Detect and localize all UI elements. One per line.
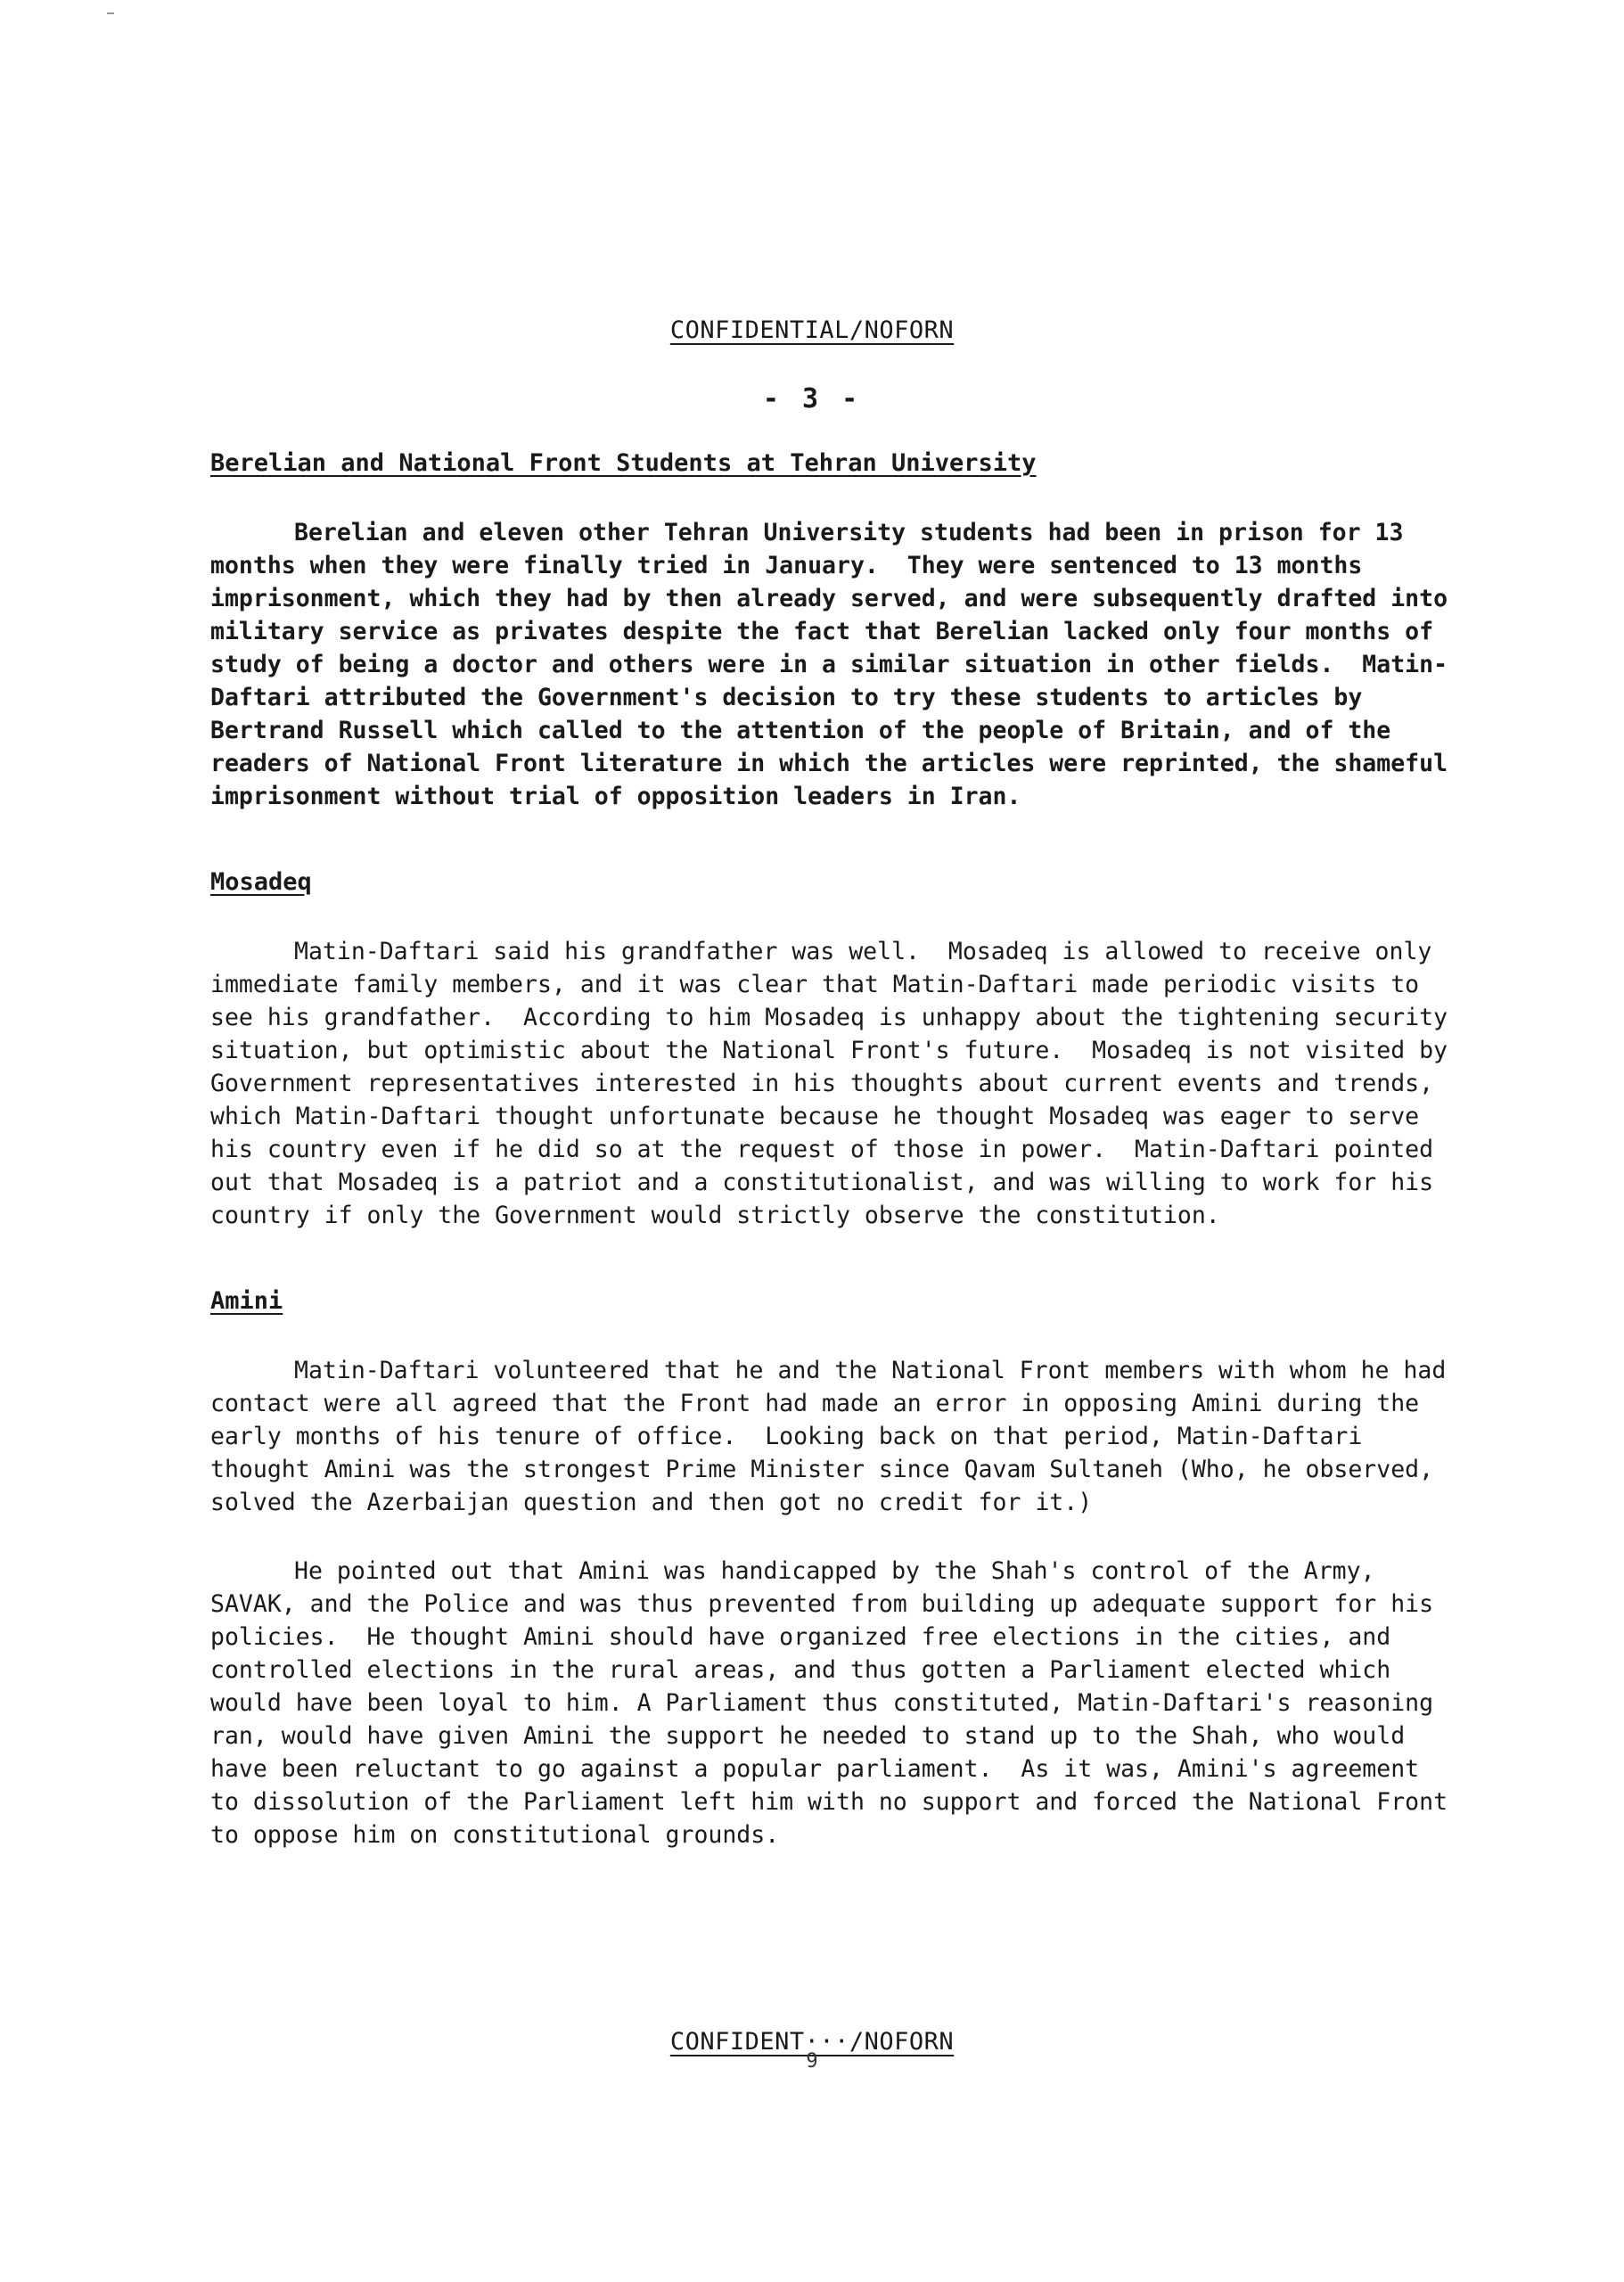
- classification-footer: CONFIDENT···/NOFORN: [669, 2028, 955, 2056]
- section-heading-berelian: Berelian and National Front Students at Tehran University: [210, 449, 1037, 477]
- paragraph-amini-1: Matin-Daftari volunteered that he and the National Front members with whom he had contact were all agreed that the Front had made an error in opposing Amini during the early months of his tenure of office. Looking back on that period, Matin-Daftari thought Amini was the strongest Prime Minister since Qavam Sultaneh (Who, he observed, solved the Azerbaijan question and then got no credit for it.): [210, 1357, 1461, 1516]
- page-marker: - 3 -: [762, 383, 862, 415]
- section-heading-mosadeq: Mosadeq: [210, 868, 312, 896]
- paragraph-berelian: Berelian and eleven other Tehran University students had been in prison for 13 months when they were finally tried in January. They were sentenced to 13 months imprisonment, which they had by then already served, and were subsequently drafted into military service as privates despite the fact that Berelian lacked only four months of study of being a doctor and others were in a similar situation in other fields. Matin-Daftari attributed the Government's decision to try these students to articles by Bertrand Russell which called to the attention of the people of Britain, and of the readers of National Front literature in which the articles were reprinted, the shameful imprisonment without trial of opposition leaders in Iran.: [210, 519, 1462, 810]
- section-heading-amini: Amini: [210, 1287, 283, 1315]
- scan-mark: [107, 12, 114, 14]
- paragraph-mosadeq: Matin-Daftari said his grandfather was well. Mosadeq is allowed to receive only immediate family members, and it was clear that Matin-Daftari made periodic visits to see his grandfather. According to him Mosadeq is unhappy about the tightening security situation, but optimistic about the National Front's future. Mosadeq is not visited by Government representatives interested in his thoughts about current events and trends, which Matin-Daftari thought unfortunate because he thought Mosadeq was eager to serve his country even if he did so at the request of those in power. Matin-Daftari pointed out that Mosadeq is a patriot and a constitutionalist, and was willing to work for his country if only the Government would strictly observe the constitution.: [210, 938, 1462, 1229]
- classification-header: CONFIDENTIAL/NOFORN: [669, 316, 955, 344]
- bottom-page-number: 9: [806, 2050, 818, 2073]
- paragraph-amini-2: He pointed out that Amini was handicapped by the Shah's control of the Army, SAVAK, and the Police and was thus prevented from building up adequate support for his policies. He thought Amini should have organized free elections in the cities, and controlled elections in the rural areas, and thus gotten a Parliament elected which would have been loyal to him. A Parliament thus constituted, Matin-Daftari's reasoning ran, would have given Amini the support he needed to stand up to the Shah, who would have been reluctant to go against a popular parliament. As it was, Amini's agreement to dissolution of the Parliament left him with no support and forced the National Front to oppose him on constitutional grounds.: [210, 1557, 1462, 1849]
- document-body: [210, 449, 1462, 1851]
